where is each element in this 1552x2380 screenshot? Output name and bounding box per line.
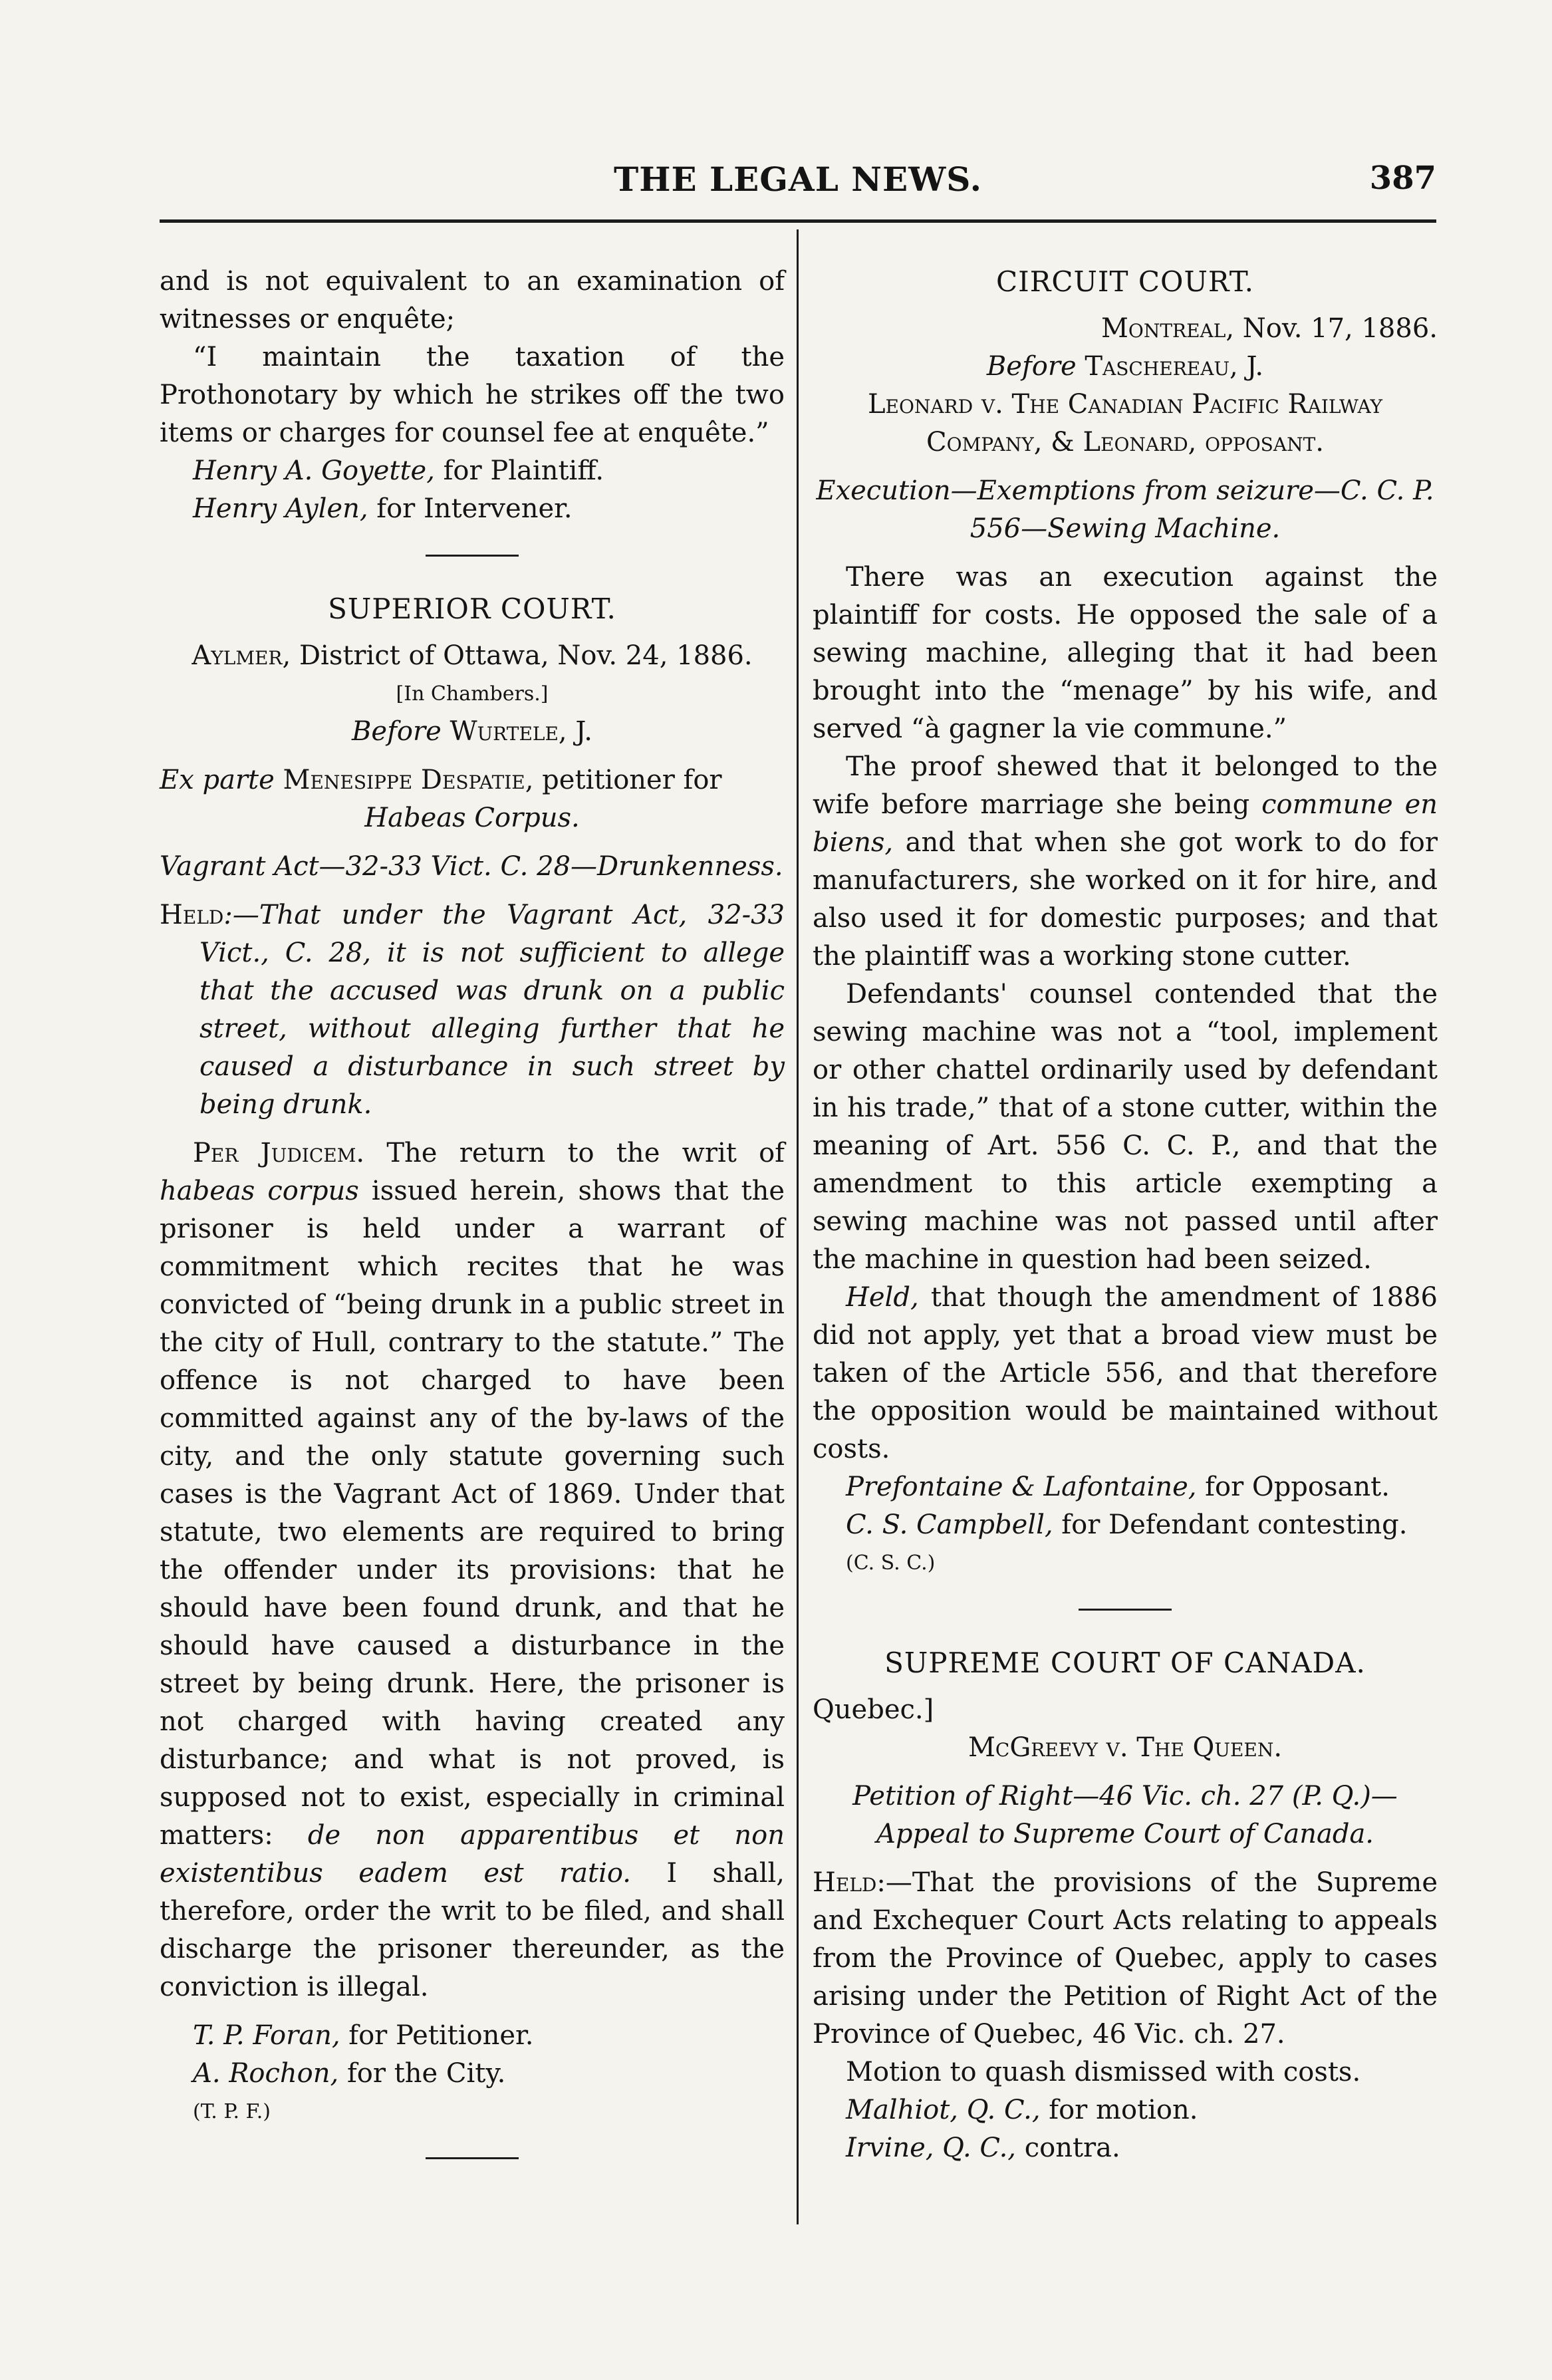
court-heading: SUPERIOR COURT. bbox=[328, 593, 616, 625]
counsel-line bbox=[813, 1506, 1438, 1544]
counsel-line bbox=[160, 2055, 785, 2093]
court-heading: SUPREME COURT OF CANADA. bbox=[884, 1647, 1366, 1679]
counsel-name: Prefontaine & Lafontaine, bbox=[846, 1472, 1197, 1502]
counsel-name: T. P. Foran, bbox=[193, 2020, 340, 2051]
counsel-role: for Petitioner. bbox=[340, 2020, 534, 2051]
left-column bbox=[160, 263, 785, 2192]
judge-suffix: J. bbox=[1237, 351, 1264, 382]
subject-text: Vagrant Act—32-33 Vict. C. 28—Drunkenness. bbox=[160, 851, 783, 882]
judge-line bbox=[813, 348, 1438, 386]
paragraph: “I maintain the taxation of the Prothonotary by which he strikes off the two items or charges for counsel fee at enquête.” bbox=[160, 342, 785, 448]
case-title bbox=[160, 761, 785, 799]
column-rule bbox=[797, 229, 799, 2224]
text-run: The proof shewed that it belonged to the wife before marriage she being bbox=[813, 751, 1438, 820]
counsel-role: for motion. bbox=[1040, 2095, 1198, 2125]
counsel-name: Henry Aylen, bbox=[193, 493, 368, 524]
judge-line bbox=[160, 713, 785, 751]
held-label: Held bbox=[160, 900, 224, 930]
counsel-name: A. Rochon, bbox=[193, 2058, 339, 2089]
text-run: and that when she got work to do for manufacturers, she worked on it for hire, and also used it for domestic purposes; and that the plaintiff was a working stone cutter. bbox=[813, 827, 1438, 972]
headnote bbox=[813, 1864, 1438, 2053]
text-run: I shall, therefore, order the writ to be filed, and shall discharge the prisoner thereunder, as the conviction is illegal. bbox=[160, 1858, 785, 2002]
case-role: petitioner for bbox=[533, 765, 722, 795]
case-title-end bbox=[160, 799, 785, 837]
text-run: issued herein, shows that the prisoner is held under a warrant of commitment which recites that he was convicted of “being drunk in a public street in the city of Hull, contrary to the statute.” The offence is not charged to have been committed against any of the by-laws of the city, and the only statute governing such cases is the Vagrant Act of 1869. Under that statute, two elements are required to bring the offender under its provisions: that he should have been found drunk, and that he should have caused a disturbance in the street by being drunk. Here, the prisoner is not charged with having created any disturbance; and what is not proved, is supposed not to exist, especially in criminal matters: bbox=[160, 1176, 785, 1851]
journal-title: THE LEGAL NEWS. bbox=[614, 160, 982, 199]
holding bbox=[813, 1279, 1438, 1468]
case-prefix: Ex parte bbox=[160, 765, 275, 795]
counsel-line bbox=[813, 1468, 1438, 1506]
paragraph: Defendants' counsel contended that the sewing machine was not a “tool, implement or other chattel ordinarily used by defendant in his trade,” that of a stone cutter, within the meaning of Art. 556 C. C. P., and that the amendment to this article exempting a sewing machine was not passed until after the machine in question had been seized. bbox=[813, 979, 1438, 1275]
case-title: McGreevy v. The Queen. bbox=[968, 1732, 1283, 1763]
counsel-role: for Plaintiff. bbox=[434, 456, 604, 486]
writ-name: Habeas Corpus. bbox=[364, 803, 580, 833]
legal-term: commune en biens, bbox=[813, 789, 1438, 858]
case-subject bbox=[160, 848, 785, 886]
held-label: Held bbox=[813, 1867, 877, 1898]
before-label: Before bbox=[352, 716, 442, 747]
headnote bbox=[160, 896, 785, 1124]
held-label: Held, bbox=[846, 1282, 919, 1313]
judge-suffix: J. bbox=[567, 716, 592, 747]
place: Aylmer, bbox=[192, 640, 291, 671]
counsel-role: for the City. bbox=[338, 2058, 506, 2089]
judgment-text bbox=[160, 1134, 785, 2006]
counsel-role: for Intervener. bbox=[368, 493, 573, 524]
counsel-name: Malhiot, Q. C., bbox=[846, 2095, 1041, 2125]
case-title-end: Company, & Leonard, opposant. bbox=[926, 427, 1324, 458]
judge-name: Taschereau, bbox=[1076, 351, 1238, 382]
province-label: Quebec.] bbox=[813, 1694, 934, 1725]
date: Nov. 17, 1886. bbox=[1234, 313, 1438, 344]
place-date bbox=[160, 637, 785, 675]
latin-maxim: de non apparentibus et non existentibus eadem est ratio. bbox=[160, 1820, 785, 1889]
subject-text: Appeal to Supreme Court of Canada. bbox=[876, 1819, 1374, 1849]
counsel-line bbox=[160, 452, 785, 490]
subject-text: Petition of Right—46 Vic. ch. 27 (P. Q.)— bbox=[852, 1781, 1398, 1811]
counsel-line bbox=[160, 490, 785, 528]
chambers-note: [In Chambers.] bbox=[396, 682, 549, 706]
section-divider bbox=[1079, 1609, 1172, 1611]
case-subject bbox=[813, 1778, 1438, 1815]
text-run: The return to the writ of bbox=[364, 1138, 785, 1168]
reporter-initials: (T. P. F.) bbox=[193, 2100, 271, 2123]
counsel-line bbox=[160, 2017, 785, 2055]
place: Montreal, bbox=[1100, 313, 1235, 344]
counsel-line bbox=[813, 2091, 1438, 2129]
subject-text: Execution—Exemptions from seizure—C. C. P. 556—Sewing Machine. bbox=[816, 475, 1434, 544]
header-rule bbox=[160, 219, 1436, 223]
counsel-role: contra. bbox=[1016, 2133, 1120, 2163]
reporter-initials: (C. S. C.) bbox=[846, 1551, 936, 1575]
held-text: :—That under the Vagrant Act, 32-33 Vict., C. 28, it is not sufficient to allege that the accused was drunk on a public street, without alleging further that he caused a disturbance in such street by being drunk. bbox=[199, 900, 785, 1120]
held-text: :—That the provisions of the Supreme and Exchequer Court Acts relating to appeals from the Province of Quebec, apply to cases arising under the Petition of Right Act of the Province of Quebec, 46 Vic. ch. 27. bbox=[813, 1867, 1438, 2049]
counsel-role: for Defendant contesting. bbox=[1053, 1510, 1408, 1540]
paragraph bbox=[813, 748, 1438, 976]
counsel-role: for Opposant. bbox=[1196, 1472, 1390, 1502]
held-text: that though the amendment of 1886 did not apply, yet that a broad view must be taken of the Article 556, and that therefore the opposition would be maintained without costs. bbox=[813, 1282, 1438, 1464]
counsel-name: Henry A. Goyette, bbox=[193, 456, 435, 486]
disposition: Motion to quash dismissed with costs. bbox=[846, 2057, 1361, 2087]
section-divider bbox=[426, 2157, 519, 2159]
judge-name: Wurtele, bbox=[441, 716, 567, 747]
place-date bbox=[813, 310, 1438, 348]
paragraph: There was an execution against the plaintiff for costs. He opposed the sale of a sewing machine, alleging that it had been brought into the “menage” by his wife, and served “à gagner la vie commune.” bbox=[813, 562, 1438, 744]
counsel-line bbox=[813, 2129, 1438, 2167]
party-name: Menesippe Despatie, bbox=[274, 765, 534, 795]
court-heading: CIRCUIT COURT. bbox=[996, 265, 1254, 298]
before-label: Before bbox=[986, 351, 1077, 382]
latin-term: habeas corpus bbox=[160, 1176, 359, 1206]
case-subject bbox=[813, 1815, 1438, 1853]
case-subject bbox=[813, 472, 1438, 548]
per-label: Per Judicem. bbox=[193, 1138, 365, 1168]
section-divider bbox=[426, 555, 519, 557]
right-column bbox=[813, 263, 1438, 2167]
date: District of Ottawa, Nov. 24, 1886. bbox=[291, 640, 753, 671]
case-title: Leonard v. The Canadian Pacific Railway bbox=[867, 389, 1383, 420]
page-number: 387 bbox=[1369, 160, 1436, 197]
running-header bbox=[160, 160, 1436, 206]
paragraph: and is not equivalent to an examination of witnesses or enquête; bbox=[160, 266, 785, 334]
counsel-name: C. S. Campbell, bbox=[846, 1510, 1053, 1540]
counsel-name: Irvine, Q. C., bbox=[846, 2133, 1017, 2163]
